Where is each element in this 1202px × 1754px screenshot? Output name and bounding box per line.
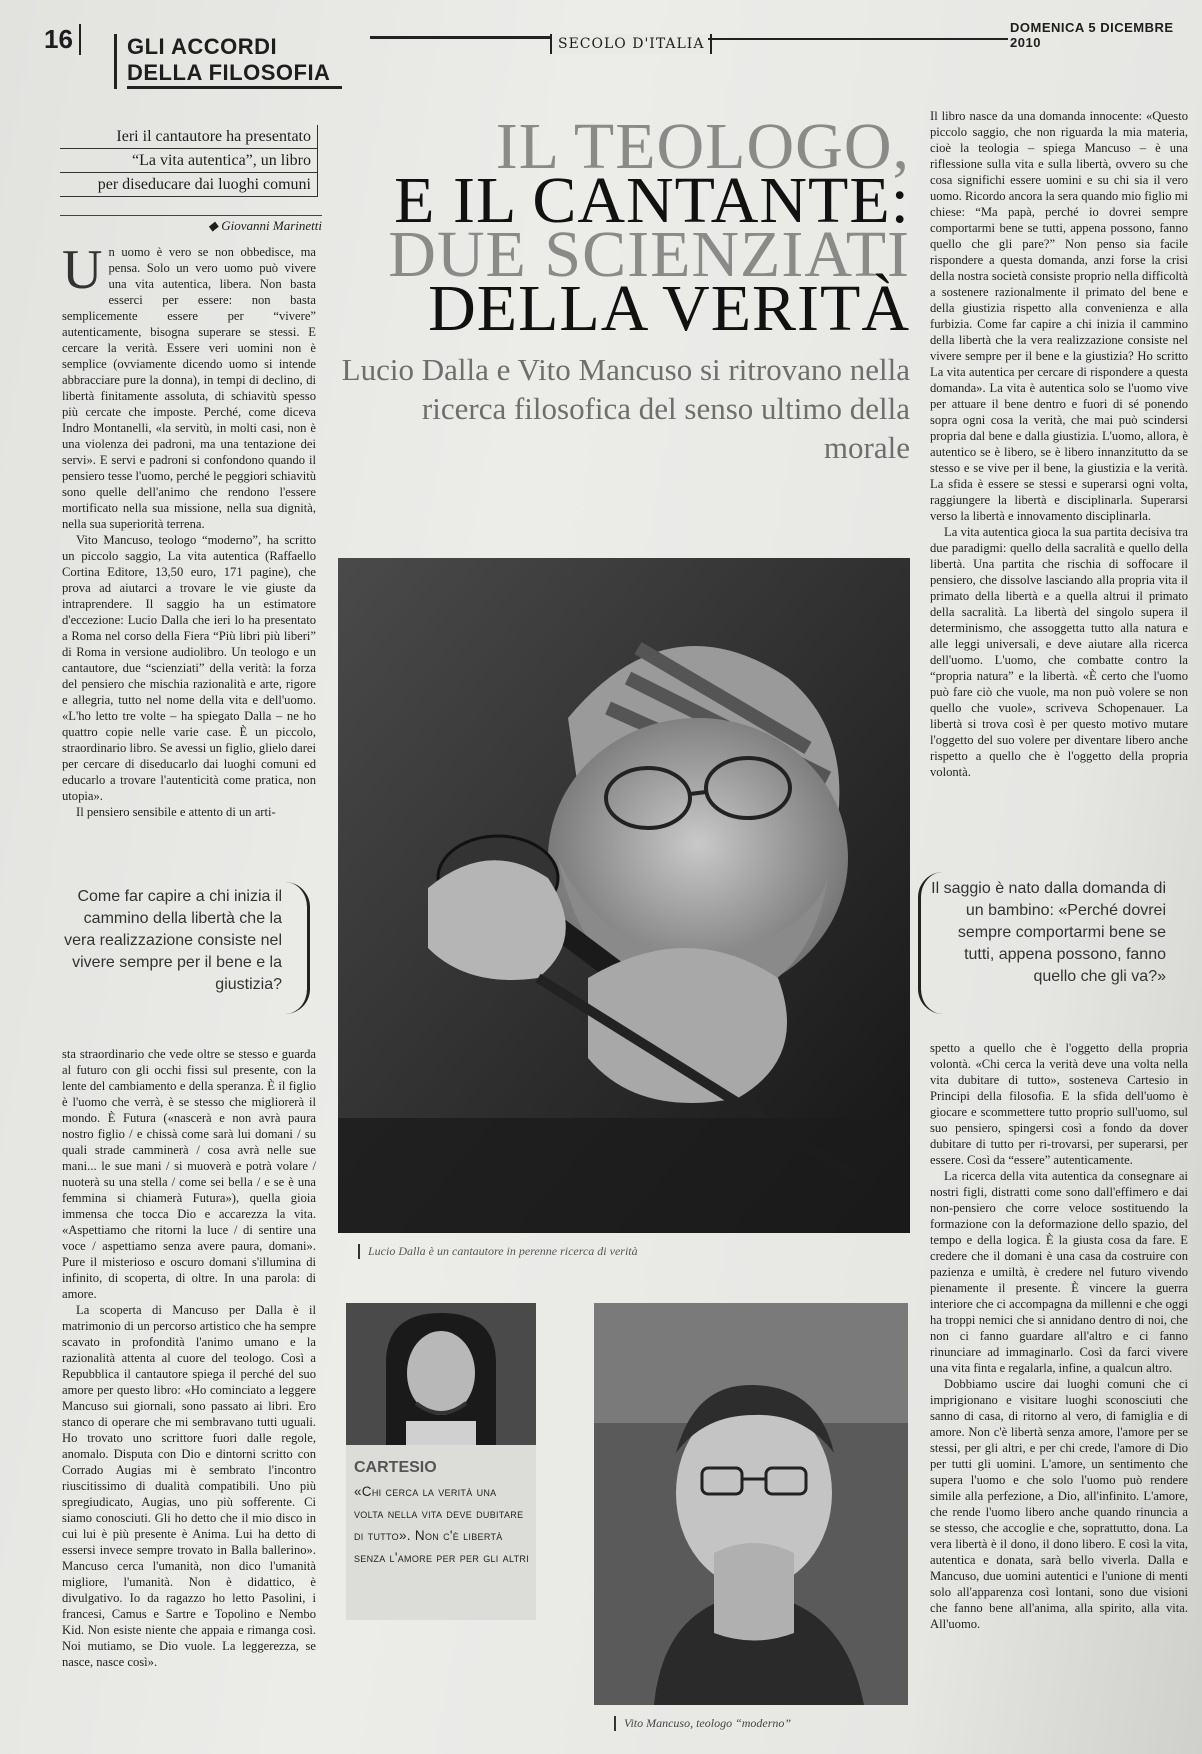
headline bbox=[330, 110, 910, 345]
brace-decoration bbox=[918, 872, 943, 1014]
photo-caption: Vito Mancuso, teologo “moderno” bbox=[614, 1716, 791, 1731]
article-paragraph: Vito Mancuso, teologo “moderno”, ha scritto un piccolo saggio, La vita autentica (Raffaello Cortina Editore, 13,50 euro, 171 pagine), che prova ad aiutarci a trovare le vie giuste da intraprendere. Il saggio ha un estimatore d'eccezione: Lucio Dalla che ieri lo ha presentato a Roma nel corso della Fiera “Più libri più liberi” di Roma in versione audiolibro. Un teologo e un cantautore, due “scienziati” della verità: la forza del pensiero che mischia razionalità e arte, rigore e allegria, tutto nel nome della vita e dell'uomo. «L'ho letto tre volte – ha spiegato Dalla – ne ho quattro copie nelle varie case. È un piccolo, straordinario libro. Se avessi un figlio, glielo darei per cercare di diseducarlo dai luoghi comuni ed educarlo a trovare l'autenticità come pratica, non utopia». bbox=[62, 533, 316, 803]
article-paragraph: sta straordinario che vede oltre se stesso e guarda al futuro con gli occhi fissi sul presente, con la lente del cambiamento e della speranza. È il figlio è l'uomo che verrà, è se stesso che migliorerà il mondo. È Futura («nascerà e non avrà paura nostro figlio / e chissà come sarà lui domani / su quali strade camminerà / cosa avrà nelle sue mani... le sue mani / si muoverà e potrà volare / nuoterà su una stella / come sei bella / e se è una femmina si chiamerà Futura»), quella gioia immensa che tocca Dio e accarezza la vita. «Aspettiamo che ritorni la luce / di sentire una voce / aspettiamo senza avere paura, domani». Pure il misterioso e oscuro domani s'illumina di infinito, di scoperta, di oltre. In una parola: di amore. bbox=[62, 1047, 316, 1301]
pull-quote-left bbox=[62, 886, 282, 996]
brace-decoration bbox=[285, 882, 310, 1014]
headline-line: IL TEOLOGO, bbox=[495, 110, 910, 183]
article-column-3-top bbox=[930, 108, 1188, 848]
drop-cap: U bbox=[62, 244, 103, 301]
header-rule-right bbox=[708, 38, 1008, 40]
photo-vito-mancuso bbox=[594, 1303, 908, 1705]
pull-quote-text: Il saggio è nato dalla domanda di un bambino: «Perché dovrei sempre comportarmi bene se tutti, appena possono, fanno quello che gli va?» bbox=[931, 880, 1166, 985]
summary-line: “La vita autentica”, un libro bbox=[60, 149, 318, 173]
summary-line: per diseducare dai luoghi comuni bbox=[60, 173, 318, 197]
subheadline: Lucio Dalla e Vito Mancuso si ritrovano nella ricerca filosofica del senso ultimo della morale bbox=[341, 352, 910, 465]
article-paragraph: Dobbiamo uscire dai luoghi comuni che ci imprigionano e visitare luoghi sconosciuti che sanno di casa, di ritorno al vero, di famiglia e di amore. Non c'è libertà senza amore, l'amore per se stessi, per gli altri, e per chi crede, l'amore di Dio per tutti gli uomini. L'amore, un sentimento che supera l'uomo e che solo l'uomo può rendere simile alla perfezione, a Dio, all'infinito. L'amore, che rende l'uomo libero anche quando rinuncia a se stesso, che accoglie e che, soprattutto, dona. La vera libertà è il dono, il dono libero. E così la vita, autentica e donata, sarà bello viverla. Dalla e Mancuso, due uomini autentici e l'unione di menti solo all'apparenza così lontani, sono due visioni che fanno bene all'anima, alla spirito, alla vita. All'uomo. bbox=[930, 1377, 1188, 1631]
portrait-illustration bbox=[346, 1303, 536, 1445]
article-column-3-bottom bbox=[930, 1040, 1188, 1725]
article-paragraph: Il pensiero sensibile e attento di un arti- bbox=[76, 805, 276, 819]
cartesio-label: CARTESIO bbox=[354, 1459, 437, 1476]
issue-date: DOMENICA 5 DICEMBRE 2010 bbox=[1010, 20, 1174, 50]
article-paragraph: La vita autentica gioca la sua partita decisiva tra due paradigmi: quello della sacralità e quello della libertà. Una partita che rischia di soffocare il pensiero, che dissolve lasciando alla propria vita il primato della libertà e a quella altrui il primato della sacralità. La libertà del singolo supera il determinismo, che assoggetta tutto alla natura e alle leggi universali, e deve aiutare alla ricerca dell'uomo. L'uomo, che combatte contro la “propria natura” e la libertà. «È certo che l'uomo può fare ciò che vuole, ma non può volere se non quello che vuole», scriveva Schopenauer. La libertà si trova così è per questo motivo mutare l'oggetto del suo volere per diventare libero anche rispetto a quello che è l'oggetto della propria volontà. bbox=[930, 525, 1188, 779]
article-paragraph: Un uomo è vero se non obbedisce, ma pensa. Solo un vero uomo può vivere una vita autentica, libera. Non basta esserci per essere: non basta semplicemente essere per “vivere” autenticamente, bisogna superare se stessi. E cercare la verità. Essere veri uomini non è semplice (ovviamente dicendo uomo si intende abbracciare pure la donna), in tempi di declino, di libertà finitamente assoluta, di schiavitù spesso più cercate che imposte. Perché, come diceva Indro Montanelli, «la servitù, in molti casi, non è una violenza dei padroni, ma una tentazione dei servi». E servi e padroni si confondono quando il pensiero tesse l'uomo, perché le peggiori schiavitù sono quelle dell'animo che rendono l'essere mortificato nella sua missione, nella sua dignità, nella sua superiorità terrena. bbox=[62, 244, 316, 531]
summary-line: Ieri il cantautore ha presentato bbox=[60, 125, 318, 149]
cartesio-quote: «Chi cerca la verità una volta nella vita deve dubitare di tutto». Non c'è libertà senza l'amore per per gli altri bbox=[354, 1484, 529, 1565]
section-title-line2: DELLA FILOSOFIA bbox=[127, 60, 342, 89]
article-paragraph: La scoperta di Mancuso per Dalla è il matrimonio di un percorso artistico che ha sempre scavato in profondità l'animo umano e la razionalità attenta al cuore del teologo. Così a Repubblica il cantautore spiega il perché del suo amore per questo libro: «Ho cominciato a leggere Mancuso sui giornali, sono passato ai libri. Ero stanco di operare che mi sembravano tutti uguali. Ho trovato uno scrittore fuori dalle regole, anomalo. Disputa con Dio e dintorni scritto con Corrado Augias mi è sembrato l'incontro riuscitissimo di dualità compatibili. Uno più spregiudicato, Augias, uno più sofferente. Ci siamo conosciuti. Gli ho detto che il mio disco in cui lui è più presente è Anima. Lui ha detto di essersi invece sempre trovato in Balla ballerino». Mancuso cerca l'umanità, non dico l'umanità migliore, l'umanità. Non è didattico, è divulgativo. Io da ragazzo ho letto Pasolini, i francesi, Camus e Sartre e Topolino e Nembo Kid. Non esiste niente che appaia e rimanga così. Noi mutiamo, se Dio vuole. La leggerezza, se nasce, nasce così». bbox=[62, 1303, 316, 1669]
article-column-1-bottom bbox=[62, 1046, 316, 1726]
photo-illustration bbox=[338, 558, 910, 1233]
header-rule-left bbox=[370, 36, 550, 39]
article-column-1-top bbox=[62, 244, 316, 864]
photo-descartes bbox=[346, 1303, 536, 1445]
pull-quote-text: Come far capire a chi inizia il cammino della libertà che la vera realizzazione consiste nel vivere sempre per il bene e la giustizia? bbox=[64, 888, 282, 993]
headline-line: E IL CANTANTE: bbox=[394, 164, 910, 237]
photo-caption: Lucio Dalla è un cantautore in perenne ricerca di verità bbox=[358, 1244, 638, 1259]
cartesio-quote-box bbox=[346, 1445, 536, 1620]
author-byline: ◆ Giovanni Marinetti bbox=[60, 215, 322, 234]
pull-quote-right bbox=[930, 878, 1166, 988]
photo-illustration bbox=[594, 1303, 908, 1705]
page-number: 16 bbox=[44, 24, 81, 55]
article-paragraph: La ricerca della vita autentica da consegnare ai nostri figli, distratti come sono dall'effimero e dai non-pensiero che corre veloce sostituendo la formazione con la deformazione dello spazio, del tempo e della logica. È la giusta cosa da fare. E credere che il domani è una casa da costruire con pazienza e umiltà, è credere nel futuro vivendo pienamente il presente. È vincere la guerra interiore che ci accompagna da millenni e che oggi ha troppi nemici che si annidano dentro di noi, che non ci fanno guardare all'altro e ci fanno rinunciare ad immaginarlo. Così da farci vivere una vita finta e regalarla, infine, a qualcun altro. bbox=[930, 1169, 1188, 1375]
article-paragraph: Il libro nasce da una domanda innocente: «Questo piccolo saggio, che non riguarda la mia materia, cioè la teologia – spiega Mancuso – è una riflessione sulla vita e sulla libertà, ovvero su che cosa significhi essere uomini e su chi sia il vero uomo. Ricordo ancora la sera quando mio figlio mi chiese: “Ma papà, perché io dovrei sempre comportarmi bene se tutti, appena possono, fanno quello che gli pare?” Non penso sia facile rispondere a questa domanda, anzi forse la crisi della nostra società consiste proprio nella difficoltà a sostenere razionalmente il primato del bene e della giustizia rispetto alla convenienza e alla furbizia. Come far capire a chi inizia il cammino della libertà che la vera realizzazione consiste nel vivere sempre per il bene e la giustizia? Ho scritto La vita autentica per cercare di rispondere a questa domanda». La vita è autentica solo se l'uomo vive per attuare il bene dentro e fuori di sé ponendo sopra ogni cosa la verità, che mai può scindersi propria dal bene e dalla giustizia. L'uomo, allora, è autentico se è libero, se è libero innanzitutto da se stesso e se vive per il bene, la giustizia e la verità. La sfida è essere se stessi e superarsi ogni volta, raggiungere la libertà e disciplinarla. Superarsi verso la libertà e innovamento disciplinarla. bbox=[930, 109, 1188, 523]
photo-lucio-dalla bbox=[338, 558, 910, 1233]
headline-line: DELLA VERITÀ bbox=[428, 272, 910, 345]
section-title-line1: GLI ACCORDI bbox=[127, 34, 278, 59]
headline-line: DUE SCIENZIATI bbox=[388, 218, 910, 291]
masthead: SECOLO D'ITALIA bbox=[550, 34, 712, 54]
article-summary bbox=[60, 125, 318, 197]
section-title bbox=[114, 34, 342, 89]
article-paragraph: spetto a quello che è l'oggetto della propria volontà. «Chi cerca la verità deve una volta nella vita dubitare di tutto», sosteneva Cartesio in Principi della filosofia. E la sfida dell'uomo è giocare e scommettere tutto proprio sull'uomo, sul suo pensiero, spingersi così a fondo da dover dubitare di tutto per ri-trovarsi, per superarsi, per essere. Così da “essere” autenticamente. bbox=[930, 1041, 1188, 1167]
author-name: Giovanni Marinetti bbox=[221, 218, 322, 233]
